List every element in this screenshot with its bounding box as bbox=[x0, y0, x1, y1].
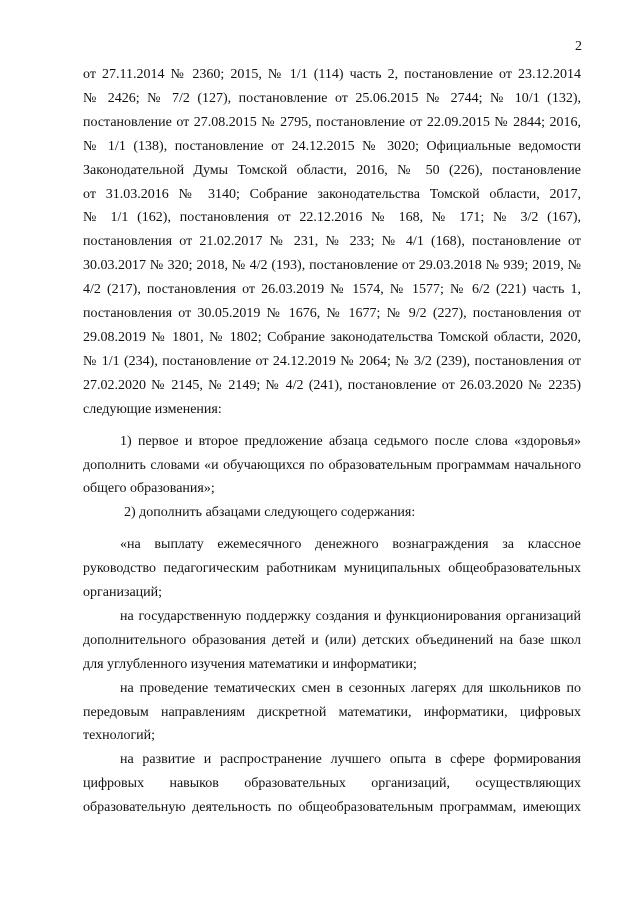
page-number: 2 bbox=[575, 39, 582, 54]
text-line: на развитие и распространение лучшего опыта в сфере формирования bbox=[120, 752, 581, 768]
document-body bbox=[83, 63, 581, 820]
text-line: постановления от 30.05.2019 № 1676, № 1677; № 9/2 (227), постановления от bbox=[83, 306, 581, 322]
paragraph bbox=[83, 748, 581, 820]
text-line: технологий; bbox=[83, 728, 156, 744]
text-line: цифровых навыков образовательных организаций, осуществляющих bbox=[83, 776, 581, 792]
text-line: 29.08.2019 № 1801, № 1802; Собрание законодательства Томской области, 2020, bbox=[83, 329, 581, 345]
text-line: дополнить словами «и обучающихся по образовательным программам начального bbox=[83, 457, 581, 473]
text-line: от 27.11.2014 № 2360; 2015, № 1/1 (114) часть 2, постановление от 23.12.2014 bbox=[83, 67, 581, 82]
text-line: на проведение тематических смен в сезонных лагерях для школьников по bbox=[120, 680, 581, 696]
paragraph bbox=[83, 677, 581, 749]
text-line: следующие изменения: bbox=[83, 401, 222, 417]
text-line: 30.03.2017 № 320; 2018, № 4/2 (193), постановление от 29.03.2018 № 939; 2019, № bbox=[83, 258, 581, 274]
text-line: 4/2 (217), постановления от 26.03.2019 № 1574, № 1577; № 6/2 (221) часть 1, bbox=[83, 282, 581, 298]
text-line: Законодательной Думы Томской области, 2016, № 50 (226), постановление bbox=[83, 162, 581, 178]
paragraph bbox=[83, 501, 581, 525]
text-line: № 1/1 (138), постановление от 24.12.2015 № 3020; Официальные ведомости bbox=[83, 138, 581, 154]
text-line: № 1/1 (162), постановления от 22.12.2016 № 168, № 171; № 3/2 (167), bbox=[83, 210, 581, 226]
text-line: от 31.03.2016 № 3140; Собрание законодательства Томской области, 2017, bbox=[83, 186, 581, 202]
text-line: постановление от 27.08.2015 № 2795, постановление от 22.09.2015 № 2844; 2016, bbox=[83, 114, 581, 130]
text-line: руководство педагогическим работникам муниципальных общеобразовательных bbox=[83, 561, 581, 577]
text-line: передовым направлениям дискретной математики, информатики, цифровых bbox=[83, 704, 581, 720]
text-line: «на выплату ежемесячного денежного вознаграждения за классное bbox=[120, 537, 581, 553]
paragraph bbox=[83, 605, 581, 677]
text-line: на государственную поддержку создания и функционирования организаций bbox=[120, 608, 581, 624]
text-line: 1) первое и второе предложение абзаца седьмого после слова «здоровья» bbox=[120, 433, 581, 449]
text-line: № 1/1 (234), постановление от 24.12.2019 № 2064; № 3/2 (239), постановления от bbox=[83, 353, 581, 369]
text-line: общего образования»; bbox=[83, 481, 215, 497]
text-line: постановления от 21.02.2017 № 231, № 233; № 4/1 (168), постановление от bbox=[83, 234, 581, 250]
text-line: дополнительного образования детей и (или) детских объединений на базе школ bbox=[83, 632, 581, 648]
text-line: для углубленного изучения математики и информатики; bbox=[83, 656, 417, 672]
text-line: 27.02.2020 № 2145, № 2149; № 4/2 (241), постановление от 26.03.2020 № 2235) bbox=[83, 377, 581, 393]
text-line: образовательную деятельность по общеобразовательным программам, имеющих bbox=[83, 800, 581, 816]
text-line: организаций; bbox=[83, 585, 163, 601]
text-line: 2) дополнить абзацами следующего содержания: bbox=[124, 505, 416, 521]
text-line: № 2426; № 7/2 (127), постановление от 25.06.2015 № 2744; № 10/1 (132), bbox=[83, 90, 581, 106]
paragraph bbox=[83, 533, 581, 605]
paragraph bbox=[83, 430, 581, 502]
paragraph bbox=[83, 63, 581, 422]
